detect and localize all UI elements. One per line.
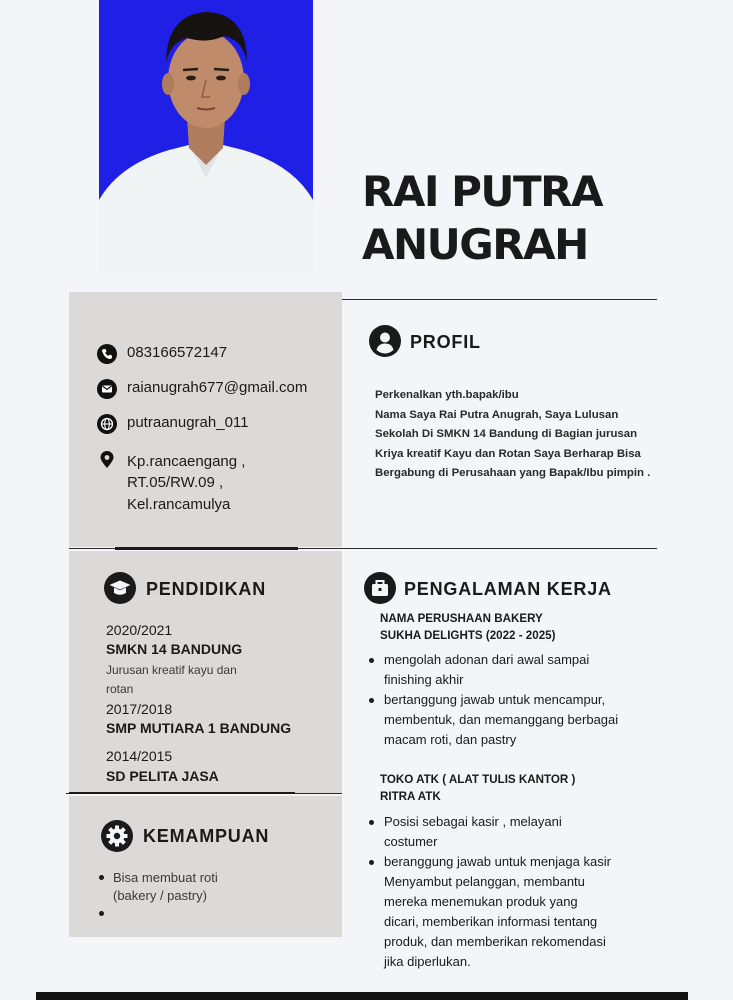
job-duties-list bbox=[384, 812, 611, 972]
globe-icon bbox=[97, 414, 117, 434]
edu-major bbox=[106, 661, 237, 699]
briefcase-icon bbox=[364, 572, 396, 604]
duty-line: Menyambut pelanggan, membantu bbox=[384, 874, 585, 889]
profile-line: Nama Saya Rai Putra Anugrah, Saya Lulusan bbox=[375, 408, 619, 421]
experience-title: PENGALAMAN KERJA bbox=[404, 579, 612, 599]
job-title-line: SUKHA DELIGHTS (2022 - 2025) bbox=[380, 629, 556, 642]
social-handle[interactable]: putraanugrah_011 bbox=[127, 414, 249, 431]
duty-line: bertanggung jawab untuk mencampur, bbox=[384, 692, 606, 707]
skills-title: KEMAMPUAN bbox=[143, 826, 270, 846]
footer-bar bbox=[36, 992, 688, 1000]
divider-accent bbox=[115, 547, 298, 550]
graduation-cap-icon bbox=[104, 572, 136, 604]
profile-photo bbox=[99, 0, 313, 273]
bullet bbox=[369, 860, 374, 865]
edu-school: SD PELITA JASA bbox=[106, 768, 219, 784]
duty-line: jika diperlukan. bbox=[384, 954, 471, 969]
profile-title: PROFIL bbox=[410, 332, 481, 352]
profile-line: Sekolah Di SMKN 14 Bandung di Bagian jurusan bbox=[375, 428, 638, 440]
skill-line: (bakery / pastry) bbox=[113, 888, 207, 903]
duty-line: produk, dan memberikan rekomendasi bbox=[384, 934, 606, 949]
address-line-3: Kel.rancamulya bbox=[127, 496, 231, 513]
skill-item bbox=[113, 869, 218, 905]
duty-line: finishing akhir bbox=[384, 672, 464, 687]
edu-year: 2014/2015 bbox=[106, 748, 173, 764]
job-title bbox=[380, 610, 555, 644]
duty-item bbox=[384, 650, 618, 690]
duty-line: costumer bbox=[384, 834, 438, 849]
divider-top bbox=[342, 299, 657, 300]
bullet bbox=[369, 698, 374, 703]
location-pin-icon bbox=[97, 450, 117, 470]
job-title-line: NAMA PERUSHAAN BAKERY bbox=[380, 612, 543, 625]
name-line-1: RAI PUTRA bbox=[362, 167, 602, 216]
education-title: PENDIDIKAN bbox=[146, 579, 267, 599]
profile-line: Perkenalkan yth.bapak/ibu bbox=[375, 389, 519, 401]
job-duties-list bbox=[384, 650, 618, 750]
edu-major-line: rotan bbox=[106, 682, 134, 696]
duty-line: mengolah adonan dari awal sampai bbox=[384, 652, 590, 667]
profile-text bbox=[375, 386, 650, 484]
edu-year: 2017/2018 bbox=[106, 701, 173, 717]
phone-number[interactable]: 083166572147 bbox=[127, 344, 228, 361]
name-line-2: ANUGRAH bbox=[362, 220, 588, 269]
duty-line: membentuk, dan memanggang berbagai bbox=[384, 712, 619, 727]
divider-skills-accent bbox=[69, 792, 295, 794]
phone-icon bbox=[97, 344, 117, 364]
duty-item bbox=[384, 852, 611, 972]
address-line-1: Kp.rancaengang , bbox=[127, 453, 246, 470]
bullet bbox=[369, 658, 374, 663]
gear-icon bbox=[101, 820, 133, 852]
bullet bbox=[99, 875, 104, 880]
skill-line: Bisa membuat roti bbox=[113, 870, 218, 885]
duty-line: mereka menemukan produk yang bbox=[384, 894, 578, 909]
edu-year: 2020/2021 bbox=[106, 622, 173, 638]
email-address[interactable]: raianugrah677@gmail.com bbox=[127, 379, 308, 396]
address-line-2: RT.05/RW.09 , bbox=[127, 474, 224, 491]
bullet bbox=[369, 820, 374, 825]
job-title-line: TOKO ATK ( ALAT TULIS KANTOR ) bbox=[380, 773, 576, 786]
edu-major-line: Jurusan kreatif kayu dan bbox=[106, 663, 237, 677]
skills-panel bbox=[69, 796, 342, 937]
job-title-line: RITRA ATK bbox=[380, 790, 441, 803]
user-icon bbox=[369, 325, 401, 357]
email-icon bbox=[97, 379, 117, 399]
profile-line: Bergabung di Perusahaan yang Bapak/Ibu pimpin . bbox=[375, 467, 651, 479]
duty-item bbox=[384, 690, 618, 750]
duty-line: Posisi sebagai kasir , melayani bbox=[384, 814, 562, 829]
duty-line: macam roti, dan pastry bbox=[384, 732, 517, 747]
bullet-empty bbox=[99, 911, 104, 916]
duty-line: dicari, memberikan informasi tentang bbox=[384, 914, 598, 929]
edu-school: SMP MUTIARA 1 BANDUNG bbox=[106, 720, 292, 736]
person-photo-illustration bbox=[99, 0, 313, 273]
duty-line: beranggung jawab untuk menjaga kasir bbox=[384, 854, 611, 869]
job-title bbox=[380, 771, 575, 805]
edu-school: SMKN 14 BANDUNG bbox=[106, 641, 243, 657]
profile-line: Kriya kreatif Kayu dan Rotan Saya Berharap Bisa bbox=[375, 447, 641, 460]
duty-item bbox=[384, 812, 611, 852]
